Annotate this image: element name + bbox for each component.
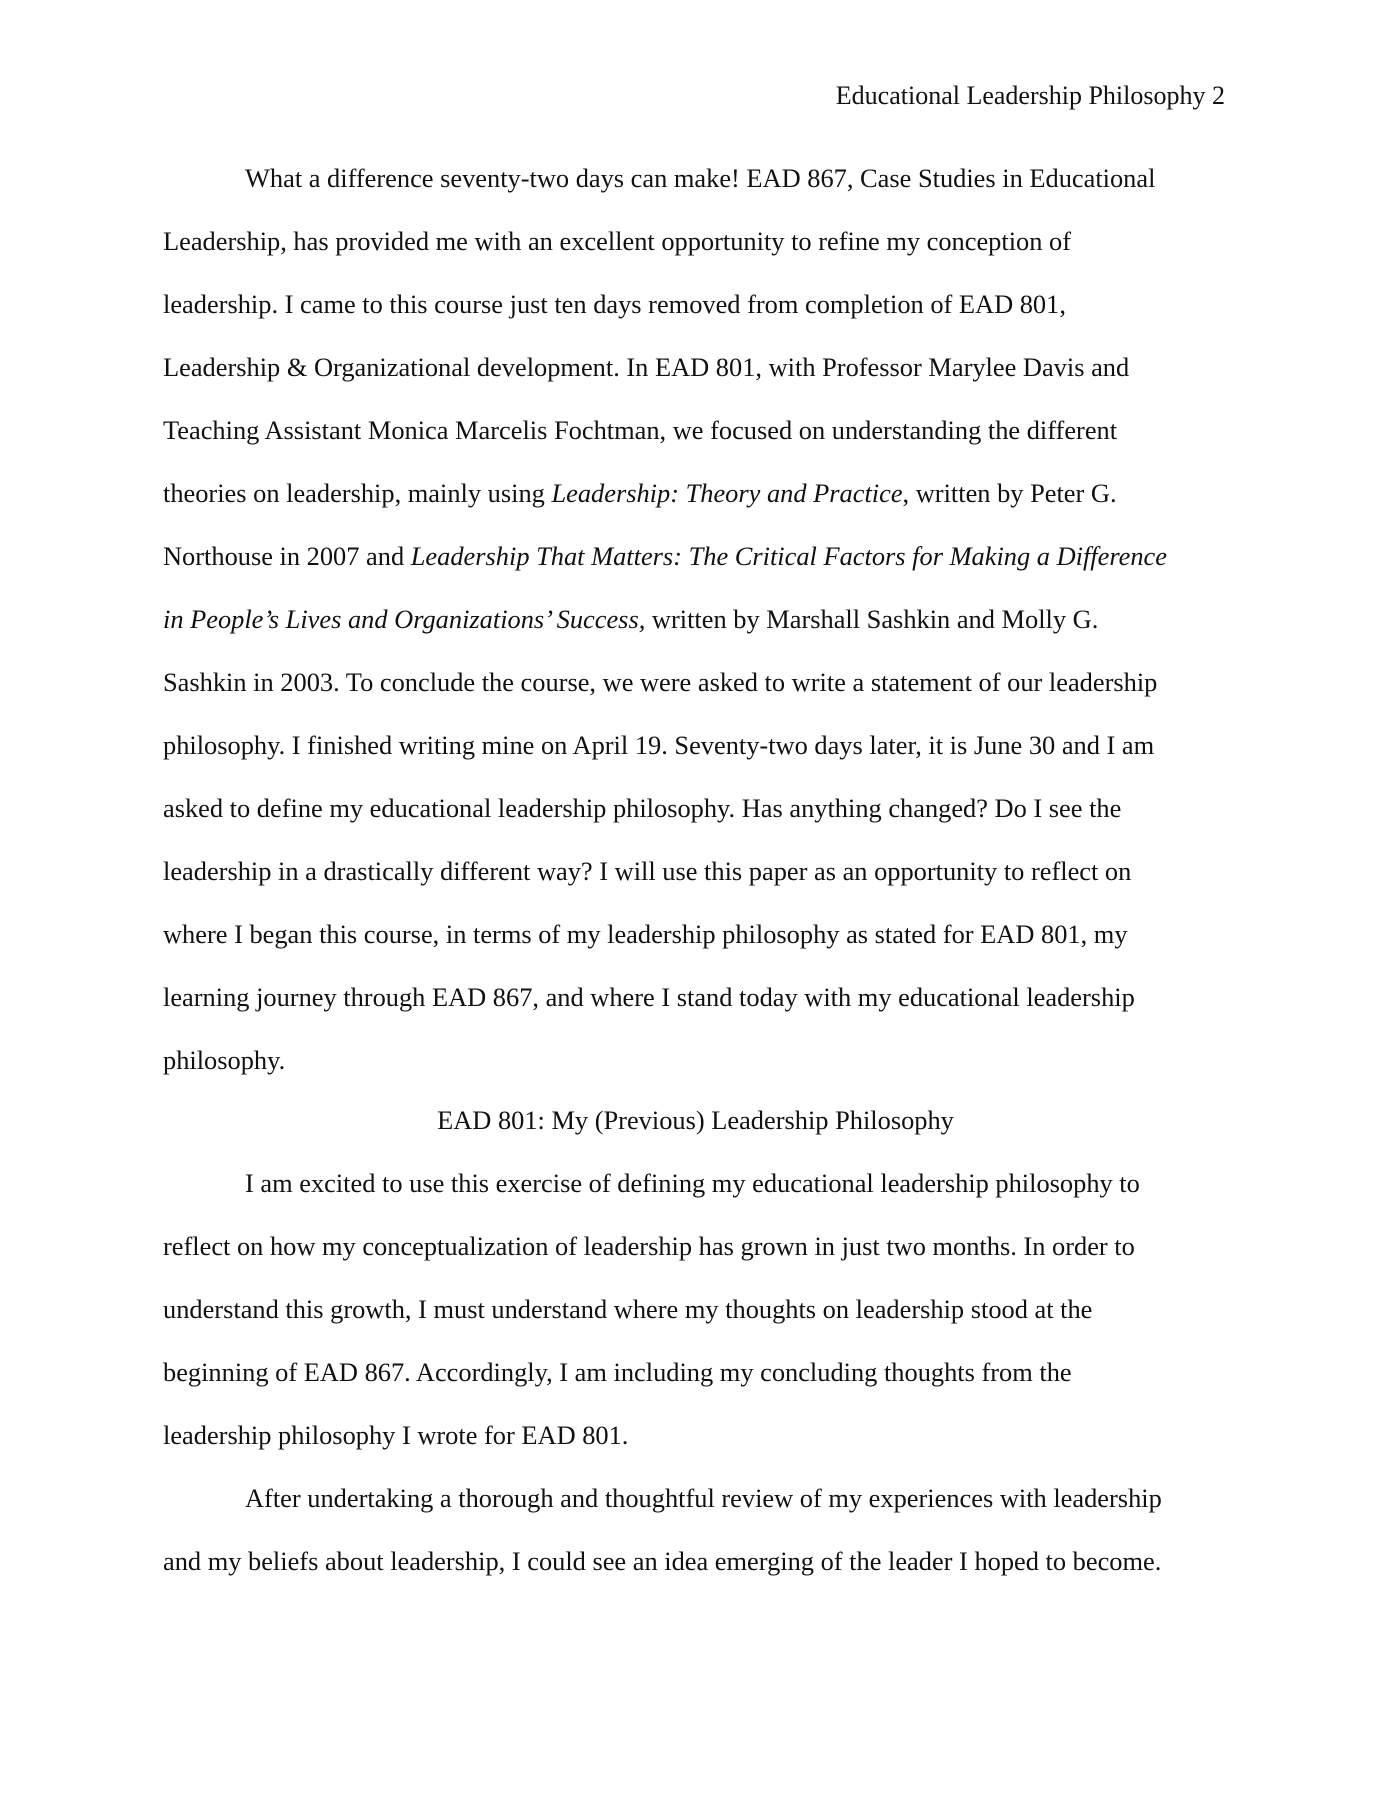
paragraph-1-line-13: where I began this course, in terms of my leadership philosophy as stated for EAD 801, my [163,919,1128,949]
line-text: Northouse in 2007 and [163,541,411,571]
paragraph-1-line-11: asked to define my educational leadership philosophy. Has anything changed? Do I see the [163,793,1122,823]
book-title-northouse: Leadership: Theory and Practice [551,478,903,508]
paragraph-3-line-1: After undertaking a thorough and thoughtful review of my experiences with leadership [245,1483,1162,1513]
paragraph-1-line-12: leadership in a drastically different way? I will use this paper as an opportunity to reflect on [163,856,1132,886]
paragraph-1-line-3: leadership. I came to this course just ten days removed from completion of EAD 801, [163,289,1066,319]
paragraph-2-line-5: leadership philosophy I wrote for EAD 801. [163,1420,629,1450]
paragraph-2-line-2: reflect on how my conceptualization of leadership has grown in just two months. In order to [163,1231,1135,1261]
line-text: , written by Peter G. [902,478,1117,508]
paragraph-1-line-8 [163,603,1098,635]
section-heading: EAD 801: My (Previous) Leadership Philosophy [437,1105,954,1135]
paragraph-1-line-15: philosophy. [163,1045,286,1075]
paragraph-1-line-6 [163,477,1117,509]
running-head: Educational Leadership Philosophy 2 [835,81,1225,110]
paragraph-2-line-3: understand this growth, I must understand where my thoughts on leadership stood at the [163,1294,1093,1324]
paragraph-1-line-5: Teaching Assistant Monica Marcelis Fochtman, we focused on understanding the different [163,415,1118,445]
book-title-sashkin-part-1: Leadership That Matters: The Critical Factors for Making a Difference [410,541,1167,571]
paragraph-2-line-4: beginning of EAD 867. Accordingly, I am including my concluding thoughts from the [163,1357,1072,1387]
paragraph-1-line-14: learning journey through EAD 867, and where I stand today with my educational leadership [163,982,1135,1012]
paragraph-1-line-7 [163,540,1167,572]
paragraph-1-line-10: philosophy. I finished writing mine on April 19. Seventy-two days later, it is June 30 and I am [163,730,1155,760]
paragraph-2-line-1: I am excited to use this exercise of defining my educational leadership philosophy to [245,1168,1140,1198]
line-text: theories on leadership, mainly using [163,478,552,508]
paragraph-1-line-4: Leadership & Organizational development. In EAD 801, with Professor Marylee Davis and [163,352,1130,382]
paragraph-1-line-1: What a difference seventy-two days can make! EAD 867, Case Studies in Educational [245,163,1156,193]
paragraph-1-line-2: Leadership, has provided me with an excellent opportunity to refine my conception of [163,226,1072,256]
line-text: written by Marshall Sashkin and Molly G. [645,604,1099,634]
book-title-sashkin-part-2: in People’s Lives and Organizations’ Success, [163,604,646,634]
paragraph-3-line-2: and my beliefs about leadership, I could see an idea emerging of the leader I hoped to become. [163,1546,1162,1576]
paragraph-1-line-9: Sashkin in 2003. To conclude the course, we were asked to write a statement of our leadership [163,667,1158,697]
